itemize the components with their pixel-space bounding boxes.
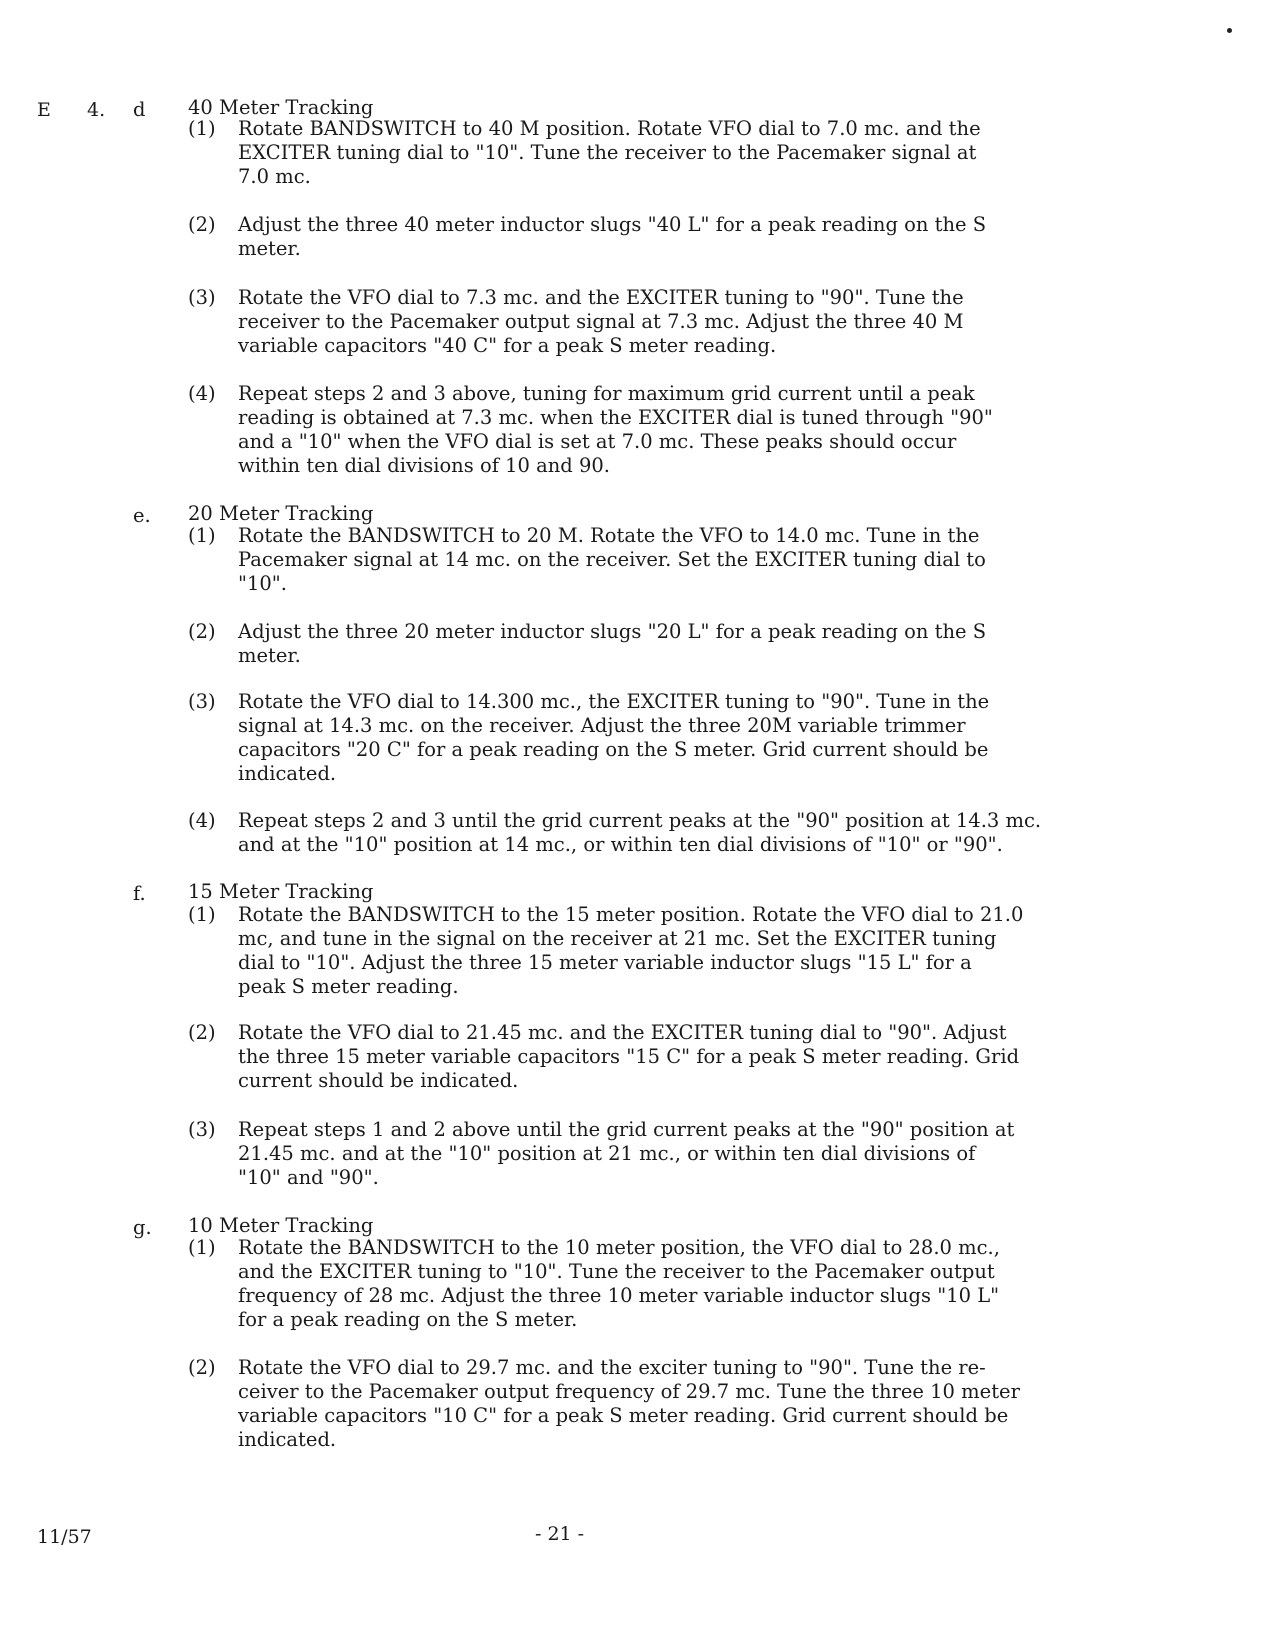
step-text: Rotate the BANDSWITCH to the 10 meter position, the VFO dial to 28.0 mc., and the EXCITER tuning to "10". Tune the receiver to the Pacemaker output frequency of 28 mc. Adjust the three 10 meter variable inductor slugs "10 L" for a peak reading on the S meter.: [238, 1236, 1000, 1331]
step: [188, 286, 1088, 358]
step-text: Rotate the BANDSWITCH to 20 M. Rotate the VFO to 14.0 mc. Tune in the Pacemaker signal at 14 mc. on the receiver. Set the EXCITER tuning dial to "10".: [238, 524, 986, 595]
step-number: (2): [188, 1021, 216, 1044]
subsection-marker: 4.: [87, 99, 106, 121]
page-number: - 21 -: [535, 1523, 585, 1545]
step-number: (3): [188, 1118, 216, 1141]
step: [188, 382, 1088, 478]
section-letter: e.: [133, 504, 151, 527]
step: [188, 620, 1088, 668]
step-text: Repeat steps 1 and 2 above until the grid current peaks at the "90" position at 21.45 mc. and at the "10" position at 21 mc., or within ten dial divisions of "10" and "90".: [238, 1118, 1015, 1189]
step-text: Repeat steps 2 and 3 above, tuning for maximum grid current until a peak reading is obtained at 7.3 mc. when the EXCITER dial is tuned through "90" and a "10" when the VFO dial is set at 7.0 mc. These peaks should occur within ten dial divisions of 10 and 90.: [238, 382, 993, 477]
step-number: (4): [188, 382, 216, 405]
step-text: Adjust the three 20 meter inductor slugs "20 L" for a peak reading on the S meter.: [238, 620, 987, 667]
step-text: Rotate the VFO dial to 21.45 mc. and the EXCITER tuning dial to "90". Adjust the three 15 meter variable capacitors "15 C" for a peak S meter reading. Grid current should be indicated.: [238, 1021, 1020, 1092]
step-number: (2): [188, 213, 216, 236]
section-marker: E: [37, 99, 51, 121]
step: [188, 903, 1088, 999]
step-number: (2): [188, 620, 216, 643]
section-title: 40 Meter Tracking: [188, 96, 374, 119]
step-text: Adjust the three 40 meter inductor slugs "40 L" for a peak reading on the S meter.: [238, 213, 987, 260]
step: [188, 690, 1088, 786]
section-letter: g.: [133, 1216, 152, 1239]
step: [188, 524, 1088, 596]
step: [188, 213, 1088, 261]
step-text: Rotate BANDSWITCH to 40 M position. Rotate VFO dial to 7.0 mc. and the EXCITER tuning dial to "10". Tune the receiver to the Pacemaker signal at 7.0 mc.: [238, 117, 981, 188]
section-title: 20 Meter Tracking: [188, 502, 374, 525]
step-number: (1): [188, 117, 216, 140]
step-text: Rotate the BANDSWITCH to the 15 meter position. Rotate the VFO dial to 21.0 mc, and tune in the signal on the receiver at 21 mc. Set the EXCITER tuning dial to "10". Adjust the three 15 meter variable inductor slugs "15 L" for a peak S meter reading.: [238, 903, 1024, 998]
step-number: (2): [188, 1356, 216, 1379]
step-text: Rotate the VFO dial to 7.3 mc. and the EXCITER tuning to "90". Tune the receiver to the Pacemaker output signal at 7.3 mc. Adjust the three 40 M variable capacitors "40 C" for a peak S meter reading.: [238, 286, 964, 357]
step: [188, 809, 1088, 857]
step: [188, 117, 1088, 189]
step: [188, 1236, 1088, 1332]
step-number: (1): [188, 524, 216, 547]
step: [188, 1356, 1088, 1452]
scan-mark: [1227, 28, 1232, 33]
step-number: (3): [188, 690, 216, 713]
step: [188, 1118, 1088, 1190]
step-number: (3): [188, 286, 216, 309]
section-letter: f.: [133, 882, 146, 905]
step-number: (1): [188, 903, 216, 926]
section-title: 15 Meter Tracking: [188, 880, 374, 903]
section-letter: d: [133, 98, 146, 121]
step-text: Repeat steps 2 and 3 until the grid current peaks at the "90" position at 14.3 mc. and at the "10" position at 14 mc., or within ten dial divisions of "10" or "90".: [238, 809, 1042, 856]
step-text: Rotate the VFO dial to 14.300 mc., the EXCITER tuning to "90". Tune in the signal at 14.3 mc. on the receiver. Adjust the three 20M variable trimmer capacitors "20 C" for a peak reading on the S meter. Grid current should be indicated.: [238, 690, 990, 785]
step-number: (4): [188, 809, 216, 832]
step-text: Rotate the VFO dial to 29.7 mc. and the exciter tuning to "90". Tune the re- ceiver to the Pacemaker output frequency of 29.7 mc. Tune the three 10 meter variable capacitors "10 C" for a peak S meter reading. Grid current should be indicated.: [238, 1356, 1020, 1451]
step: [188, 1021, 1088, 1093]
footer-date: 11/57: [37, 1526, 92, 1548]
section-title: 10 Meter Tracking: [188, 1214, 374, 1237]
step-number: (1): [188, 1236, 216, 1259]
